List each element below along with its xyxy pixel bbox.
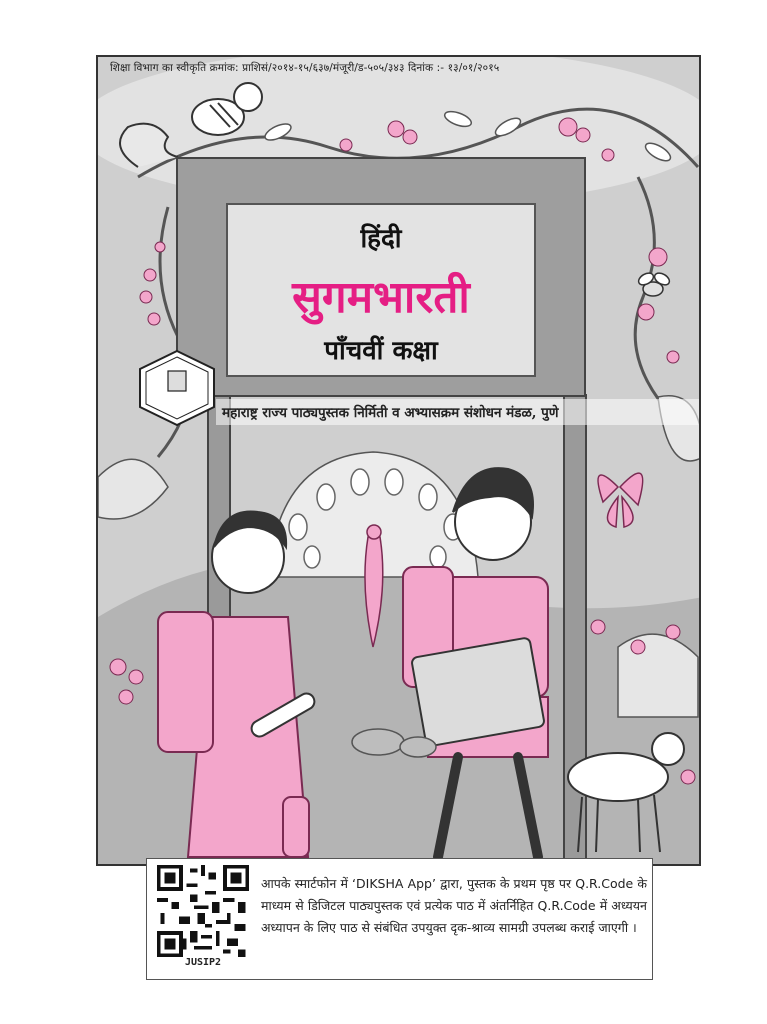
board-logo (138, 349, 216, 427)
qr-code-icon[interactable] (157, 865, 249, 957)
logo-emblem-icon (168, 371, 186, 391)
qr-section (146, 858, 653, 980)
qr-code-id: JUSIP2 (184, 957, 222, 968)
book-cover (96, 55, 701, 866)
qr-note: आपके स्मार्टफोन में ‘DIKSHA App’ द्वारा, पुस्तक के प्रथम पृष्ठ पर Q.R.Code के माध्यम से डिजिटल पाठ्यपुस्तक एवं प्रत्येक पाठ में अंतर्निहित Q.R.Code में अध्ययन अध्यापन के लिए पाठ से संबंधित उपयुक्त दृक-श्राव्य सामग्री उपलब्ध कराई जाएगी । (261, 876, 647, 935)
grade-label: पाँचवीं कक्षा (324, 336, 438, 366)
language-label: हिंदी (360, 224, 402, 254)
signboard-post-right (564, 395, 586, 866)
title-panel (226, 203, 536, 377)
approval-line: शिक्षा विभाग का स्वीकृति क्रमांक: प्राशिसं/२०१४-१५/६३७/मंजूरी/ड-५०५/३४३ दिनांक :- १३/०१/२०१५ (110, 62, 500, 74)
publisher-name: महाराष्ट्र राज्य पाठ्यपुस्तक निर्मिती व अभ्यासक्रम संशोधन मंडळ, पुणे (222, 405, 559, 421)
book-title: सुगमभारती (292, 272, 470, 323)
